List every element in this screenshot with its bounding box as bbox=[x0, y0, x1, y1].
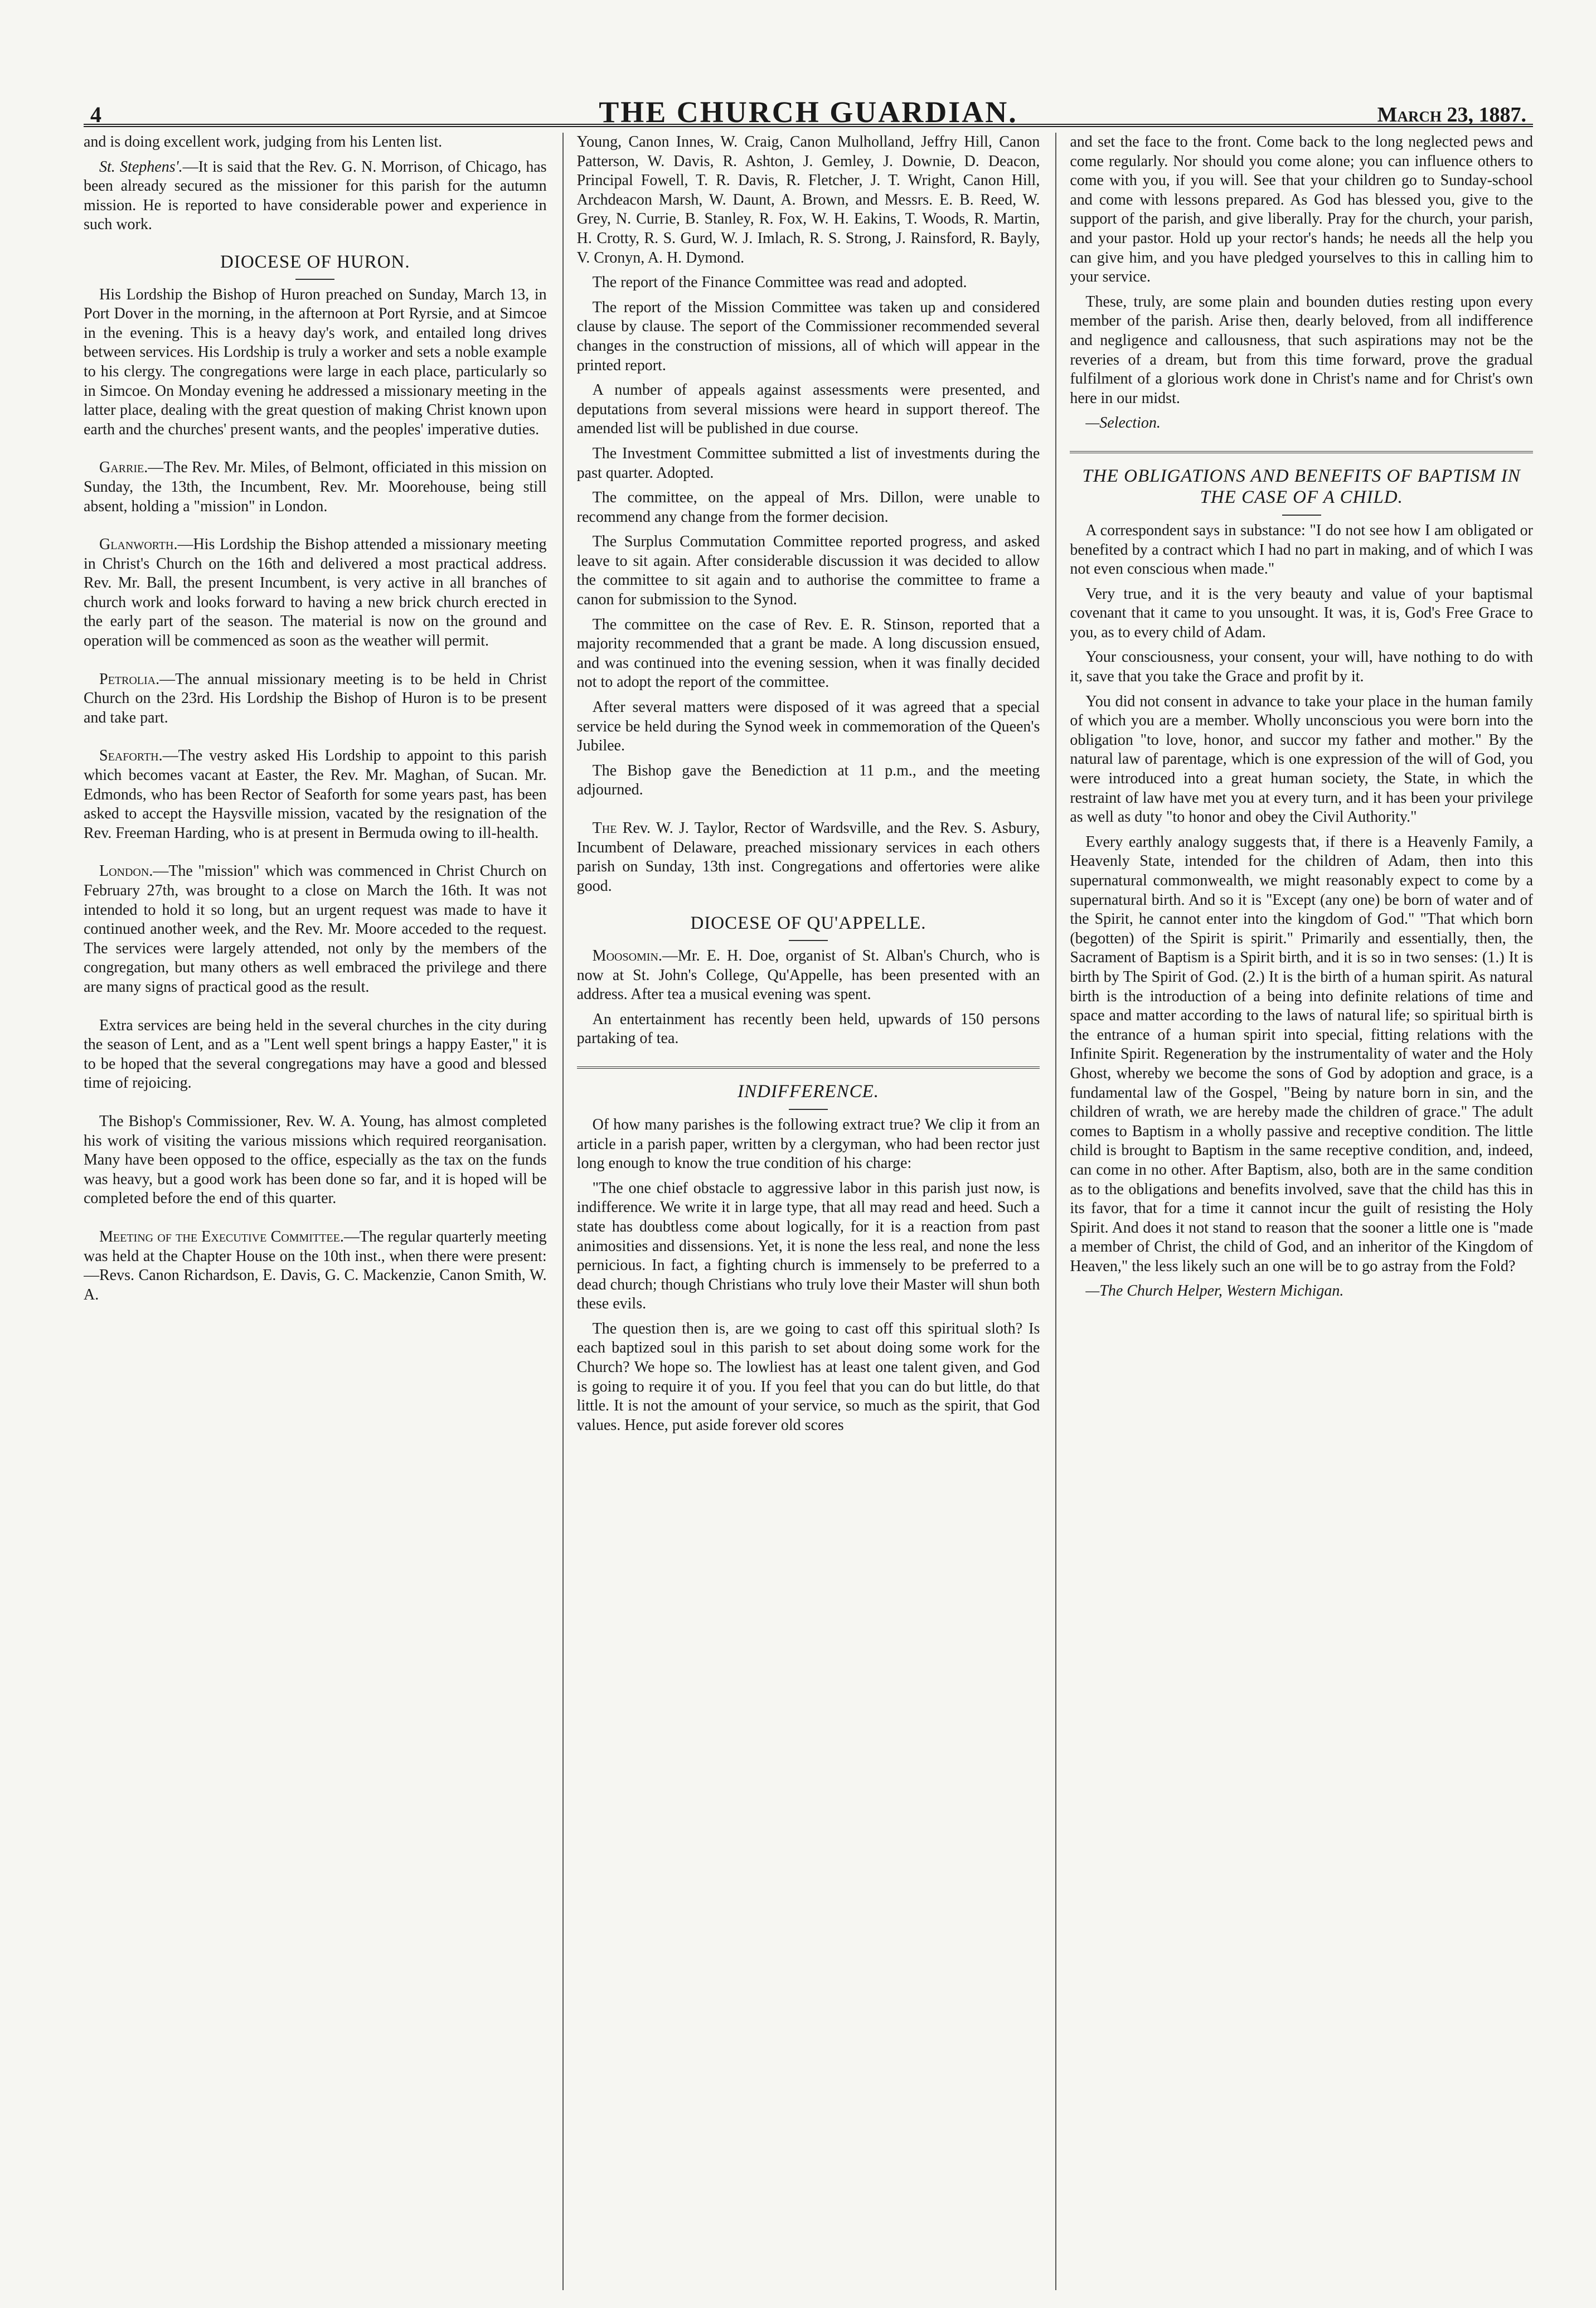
paragraph-text: —His Lordship the Bishop attended a missionary meeting in Christ's Church on the 16th and delivered a most practical address. Rev. Mr. Ball, the present Incumbent, is very active in all branches of church work and looks forward to having a new brick church erected in the early part of the season. The material is now on the ground and operation will be commenced as soon as the weather will permit. bbox=[84, 536, 547, 650]
paragraph-text: Very true, and it is the very beauty and value of your baptismal covenant that it came to you unsought. It was, it is, God's Free Grace to you, as to every child of Adam. bbox=[1070, 585, 1534, 641]
article-paragraph bbox=[577, 1179, 1040, 1314]
page-number: 4 bbox=[90, 102, 101, 127]
article-paragraph bbox=[84, 458, 547, 516]
article-paragraph bbox=[84, 158, 547, 235]
article-paragraph bbox=[1070, 585, 1533, 643]
paragraph-text: —The annual missionary meeting is to be held in Christ Church on the 23rd. His Lordship the Bishop of Huron is to be present and take part. bbox=[84, 670, 547, 726]
paragraph-text: —The vestry asked His Lordship to appoint to this parish which becomes vacant at Easter, the Rev. Mr. Maghan, of Sucan. Mr. Edmonds, who has been Rector of Seaforth for some years past, has been asked to accept the Haysville mission, vacated by the resignation of the Rev. Freeman Harding, who is at present in Bermuda owing to ill-health. bbox=[84, 747, 547, 842]
paragraph-text: The committee, on the appeal of Mrs. Dillon, were unable to recommend any change from the former decision. bbox=[576, 489, 1040, 526]
paragraph-text: Extra services are being held in the several churches in the city during the season of Lent, and as a "Lent well spent brings a happy Easter," it is to be hoped that the several congregations may have a good and blessed time of rejoicing. bbox=[84, 1016, 547, 1092]
section-heading: DIOCESE OF HURON. bbox=[84, 253, 547, 280]
article-paragraph bbox=[577, 819, 1040, 896]
article-paragraph bbox=[84, 1228, 547, 1305]
article-paragraph bbox=[577, 444, 1040, 483]
section-heading: DIOCESE OF QU'APPELLE. bbox=[577, 914, 1040, 941]
article-paragraph bbox=[577, 947, 1040, 1005]
issue-date: March 23, 1887. bbox=[1377, 103, 1526, 127]
article-paragraph bbox=[1070, 692, 1533, 827]
paper-title: THE CHURCH GUARDIAN. bbox=[599, 95, 1018, 129]
column-2 bbox=[562, 133, 1040, 2290]
paragraph-text: —The regular quarterly meeting was held at the Chapter House on the 10th inst., when there were present:—Revs. Canon Richardson, E. Davis, G. C. Mackenzie, Canon Smith, W. A. bbox=[84, 1228, 547, 1303]
article-paragraph bbox=[577, 488, 1040, 527]
paragraph-text: Of how many parishes is the following extract true? We clip it from an article in a parish paper, written by a clergyman, who had been rector just long enough to know the true condition of his charge: bbox=[576, 1116, 1040, 1172]
article-paragraph bbox=[577, 762, 1040, 800]
paragraph-text: A number of appeals against assessments were presented, and deputations from several missions were heard in support thereof. The amended list will be published in due course. bbox=[576, 381, 1040, 438]
paragraph-lead: Meeting of the Executive Committee. bbox=[99, 1228, 344, 1245]
article-paragraph bbox=[1070, 521, 1533, 579]
paragraph-text: "The one chief obstacle to aggressive labor in this parish just now, is indifference. We write it in large type, that all may read and heed. Such a state has doubtless come about logically, for it is a reaction from past animosities and dissensions. Yet, it is none the less real, and none the less pernicious. In fact, a fighting church is immensely to be preferred to a dead church; though Christians who truly love their Master will shun both these evils. bbox=[576, 1179, 1040, 1313]
article-paragraph bbox=[1070, 133, 1533, 287]
paragraph-text: The Bishop's Commissioner, Rev. W. A. Young, has almost completed his work of visiting the various missions which required reorganisation. Many have been opposed to the office, especially as the tax on the funds was heavy, but a good work has been done so far, and it is hoped will be completed before the end of this quarter. bbox=[84, 1112, 547, 1208]
section-heading: INDIFFERENCE. bbox=[577, 1066, 1040, 1110]
article-paragraph bbox=[577, 381, 1040, 439]
paragraph-text: A correspondent says in substance: "I do not see how I am obligated or benefited by a contract which I had no part in making, and of which I was not even conscious when made." bbox=[1070, 521, 1534, 578]
article-paragraph bbox=[577, 615, 1040, 692]
column-1 bbox=[84, 133, 547, 2290]
paragraph-text: An entertainment has recently been held, upwards of 150 persons partaking of tea. bbox=[576, 1010, 1040, 1048]
article-paragraph bbox=[84, 1016, 547, 1093]
paragraph-lead: St. Stephens'. bbox=[99, 158, 183, 176]
paragraph-lead: Seaforth. bbox=[99, 747, 163, 765]
section-heading: THE OBLIGATIONS AND BENEFITS OF BAPTISM IN THE CASE OF A CHILD. bbox=[1070, 451, 1533, 516]
article-paragraph bbox=[84, 670, 547, 728]
column-3 bbox=[1055, 133, 1533, 2290]
paragraph-text: Rev. W. J. Taylor, Rector of Wardsville, and the Rev. S. Asbury, Incumbent of Delaware, preached missionary services in each others parish on Sunday, 13th inst. Congregations and offertories were alike good. bbox=[576, 820, 1040, 895]
article-paragraph bbox=[577, 1320, 1040, 1436]
article-paragraph bbox=[84, 1112, 547, 1209]
article-columns bbox=[84, 133, 1533, 2290]
paragraph-text: The question then is, are we going to cast off this spiritual sloth? Is each baptized soul in this parish to set about doing some work for the Church? We hope so. The lowliest has at least one talent given, and God is going to require it of you. If you feel that you can do but little, do that little. It is not the amount of your service, so much as the spirit, that God values. Hence, put aside forever old scores bbox=[576, 1320, 1040, 1434]
paragraph-lead: Moosomin. bbox=[592, 947, 662, 964]
article-paragraph bbox=[1070, 833, 1533, 1277]
article-paragraph bbox=[577, 1010, 1040, 1049]
paragraph-text: —It is said that the Rev. G. N. Morrison, of Chicago, has been already secured as the missioner for this parish for the autumn mission. He is reported to have considerable power and experience in such work. bbox=[84, 158, 547, 234]
paragraph-text: The report of the Mission Committee was taken up and considered clause by clause. The seport of the Commissioner recommended several changes in the construction of missions, all of which will appear in the printed report. bbox=[576, 298, 1040, 374]
paragraph-text: The Investment Committee submitted a list of investments during the past quarter. Adopted. bbox=[576, 444, 1040, 482]
paragraph-lead: The bbox=[592, 820, 617, 837]
article-paragraph bbox=[84, 746, 547, 843]
article-paragraph bbox=[84, 133, 547, 152]
paragraph-text: The report of the Finance Committee was read and adopted. bbox=[592, 274, 967, 292]
paragraph-text: Your consciousness, your consent, your will, have nothing to do with it, save that you take the Grace and profit by it. bbox=[1070, 648, 1534, 686]
article-paragraph bbox=[577, 298, 1040, 375]
paragraph-text: and set the face to the front. Come back to the long neglected pews and come regularly. Nor should you come alone; you can influence others to come with you, if you will. See that your children go to Sunday-school and come with lessons prepared. As God has blessed you, give to the support of the parish, and give liberally. Pray for the church, your parish, and your pastor. Hold up your rector's hands; he needs all the help you can give him, and you have pledged yourselves to this in calling him to your service. bbox=[1070, 133, 1534, 286]
article-paragraph bbox=[577, 532, 1040, 609]
article-paragraph bbox=[84, 862, 547, 997]
paragraph-lead: Garrie. bbox=[99, 459, 148, 477]
paragraph-text: The Bishop gave the Benediction at 11 p.m., and the meeting adjourned. bbox=[576, 762, 1040, 799]
article-paragraph bbox=[84, 535, 547, 651]
paragraph-text: His Lordship the Bishop of Huron preached on Sunday, March 13, in Port Dover in the morning, in the afternoon at Port Ryrsie, and at Simcoe in the evening. This is a heavy day's work, and entailed long drives between services. His Lordship is truly a worker and sets a noble example to his clergy. The congregations were large in each place, particularly so in Simcoe. On Monday evening he addressed a missionary meeting in the latter place, dealing with the great question of making Christ known upon earth and the churches' present wants, and the peoples' imperative duties. bbox=[84, 285, 547, 438]
article-paragraph bbox=[1070, 293, 1533, 409]
paragraph-text: After several matters were disposed of it was agreed that a special service be held during the Synod week in commemoration of the Queen's Jubilee. bbox=[576, 699, 1040, 755]
masthead bbox=[84, 12, 1533, 127]
paragraph-text: and is doing excellent work, judging from his Lenten list. bbox=[84, 133, 443, 151]
paragraph-lead: Petrolia. bbox=[99, 670, 160, 688]
article-paragraph bbox=[577, 133, 1040, 268]
article-paragraph bbox=[1070, 648, 1533, 686]
paragraph-text: Every earthly analogy suggests that, if there is a Heavenly Family, a Heavenly State, intended for the children of Adam, then into this supernatural commonwealth, we might reasonably expect to come by a supernatural birth. And so it is "Except (any one) be born of water and of the Spirit, he cannot enter into the kingdom of God." "That which born (begotten) of the Spirit is spirit." Primarily and essentially, then, the Sacrament of Baptism is a Spirit birth, and it is so in two senses: (1.) It is birth by The Spirit of God. (2.) It is the birth of a human spirit. As natural birth is the introduction of a being into definite relations of time and space and matter according to the laws of natural life; so spiritual birth is the entrance of a human spirit into special, fitting relations with the Infinite Spirit. Regeneration by the instrumentality of water and the Holy Ghost, whereby we become the sons of God by adoption and grace, is a fundamental law of the Gospel, "Being by nature born in sin, and the children of wrath, we are hereby made the children of grace." The adult comes to Baptism in a wholly passive and receptive condition. The little child is brought to Baptism in the same receptive condition, and, indeed, can come in no other. After Baptism, also, both are in the same condition as to the obligations and benefits involved, save that the child has this in its favor, that for a time it cannot incur the guilt of resisting the Holy Spirit. And does it not stand to reason that the sooner a little one is "made a member of Christ, the child of God, and an inheritor of the Kingdom of Heaven," the less likely such an one will be to go astray from the Fold? bbox=[1070, 833, 1534, 1275]
source-attribution: —Selection. bbox=[1085, 414, 1161, 432]
article-paragraph bbox=[577, 698, 1040, 756]
paragraph-text: The committee on the case of Rev. E. R. Stinson, reported that a majority recommended that a grant be made. A long discussion ensued, and was continued into the evening session, when it was finally decided not to adopt the report of the committee. bbox=[576, 615, 1040, 691]
paragraph-lead: London. bbox=[99, 862, 153, 880]
paragraph-lead: Glanworth. bbox=[99, 536, 178, 554]
paragraph-text: —The Rev. Mr. Miles, of Belmont, officiated in this mission on Sunday, the 13th, the Incumbent, Rev. Mr. Moorehouse, being still absent, holding a "mission" in London. bbox=[84, 459, 547, 515]
paragraph-text: Young, Canon Innes, W. Craig, Canon Mulholland, Jeffry Hill, Canon Patterson, W. Davis, R. Ashton, J. Gemley, J. Downie, D. Deacon, Principal Fowell, T. R. Davis, R. Fletcher, J. T. Wright, Canon Hill, Archdeacon Marsh, W. Daunt, A. Brown, and Messrs. E. B. Reed, W. Grey, N. Currie, B. Stanley, R. Fox, W. H. Eakins, T. Woods, R. Martin, H. Crotty, R. S. Gurd, W. J. Imlach, R. S. Strong, J. Rainsford, R. Bayly, V. Cronyn, A. H. Dymond. bbox=[576, 133, 1040, 266]
paragraph-text: You did not consent in advance to take your place in the human family of which you are a member. Wholly unconscious you were born into the obligation "to love, honor, and succor my father and mother." By the natural law of parentage, which is one expression of the will of God, you were introduced into a great human society, the State, in which the restraint of law have met you at every turn, and it has been your privilege as well as duty "to honor and obey the Civil Authority." bbox=[1070, 692, 1534, 826]
source-attribution: —The Church Helper, Western Michigan. bbox=[1085, 1282, 1344, 1300]
paragraph-text: These, truly, are some plain and bounden duties resting upon every member of the parish. Arise then, dearly beloved, from all indifference and negligence and callousness, that such aspirations may not be the reveries of a dream, but from this time forward, prove the gradual fulfilment of a glorious work done in Christ's name and for Christ's own here in our midst. bbox=[1070, 293, 1534, 407]
article-paragraph bbox=[577, 1116, 1040, 1174]
article-paragraph bbox=[84, 285, 547, 440]
paragraph-text: The Surplus Commutation Committee reported progress, and asked leave to sit again. After considerable discussion it was decided to allow the committee to sit again and to authorise the committee to frame a canon for submission to the Synod. bbox=[576, 533, 1040, 609]
article-paragraph bbox=[577, 273, 1040, 293]
paragraph-text: —The "mission" which was commenced in Christ Church on February 27th, was brought to a close on March the 16th. It was not intended to hold it so long, but an urgent request was made to have it continued another week, and the Rev. Mr. Moore acceded to the request. The services were largely attended, not only by the members of the congregation, but many others as well embraced the privilege and there are many signs of practical good as the result. bbox=[84, 862, 547, 996]
paragraph-text: —Mr. E. H. Doe, organist of St. Alban's Church, who is now at St. John's College, Qu'Appelle, has been presented with an address. After tea a musical evening was spent. bbox=[576, 947, 1040, 1003]
